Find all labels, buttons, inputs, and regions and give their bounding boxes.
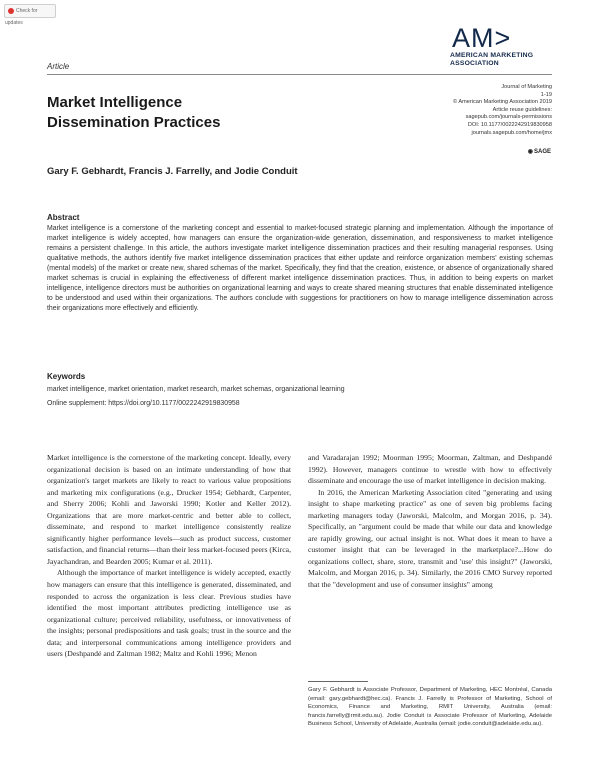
abstract-text: Market intelligence is a cornerstone of the marketing concept and essential to market-focused strategic planning and implementation. Although the importance of market intelligence is widely accepted, how managers can ensure the organization-wide generation, dissemination, and responsiveness to market intelligence remains a persistent challenge. In this article, the authors investigate market intelligence dissemination practices and their resulting managerial responses. Using qualitative methods, the authors identify five market intelligence dissemination practices that either update and reinforce organization members' existing schemas (mental models) of the market or create new, shared schemas of the market. Specifically, they find that the creation, existence, or absence of organizationally shared market schemas is crucial in explaining the effectiveness of different market intelligence dissemination practices. Thus, in addition to being experts on market intelligence, intelligence directors must be authorities on organizational learning and ways to create shared meaning structures that enable disseminated intelligence to be understood and used within their organizations. The authors conclude with suggestions for practitioners on how to manage intelligence dissemination across their organizations more effectively and efficiently. bbox=[47, 225, 553, 312]
article-type-label: Article bbox=[47, 62, 70, 71]
body-paragraph: Although the importance of market intelligence is widely accepted, exactly how managers can ensure that this intelligence is generated, disseminated, and responded to across the organization is less clear. Previous studies have identified the most important attributes predicting intelligence use as organizational culture; perceived reliability, usefulness, or innovativeness of the insights; personal predispositions and task goals; trust in the source and the data; and interpersonal communications among intelligence providers and users (Deshpandé and Zaltman 1982; Maltz and Kohli 1996; Menon bbox=[47, 568, 291, 659]
ama-logo bbox=[450, 23, 540, 51]
keywords-heading: Keywords bbox=[47, 372, 86, 381]
author-list: Gary F. Gebhardt, Francis J. Farrelly, and Jodie Conduit bbox=[47, 166, 298, 177]
check-for-updates-badge[interactable] bbox=[4, 4, 56, 26]
author-affiliation-footnote: Gary F. Gebhardt is Associate Professor, Department of Marketing, HEC Montréal, Canada (email: gary.gebhardt@hec.ca). Francis J. Farrelly is Professor of Marketing, School of Economics, Finance and Marketing, RMIT University, Australia (email: francis.farrelly@rmit.edu.au). Jodie Conduit is Associate Professor of Marketing, Adelaide Business School, University of Adelaide, Australia (email: jodie.conduit@adelaide.edu.au). bbox=[308, 687, 552, 728]
sage-logo bbox=[528, 146, 552, 156]
article-title-line1: Market Intelligence bbox=[47, 94, 183, 111]
check-badge-label: Check for updates bbox=[5, 8, 38, 26]
journal-name: Journal of Marketing bbox=[501, 84, 552, 90]
publisher-name-line1: AMERICAN MARKETING bbox=[450, 52, 534, 59]
body-paragraph: and Varadarajan 1992; Moorman 1995; Moorman, Zaltman, and Deshpandé 1992). However, managers continue to wrestle with how to effectively disseminate and encourage the use of market intelligence in decision making. bbox=[308, 453, 552, 486]
abstract-heading: Abstract bbox=[47, 213, 80, 222]
publisher-name-line2: ASSOCIATION bbox=[450, 60, 499, 67]
footnote-rule bbox=[308, 681, 368, 682]
sage-logo-text: SAGE bbox=[533, 148, 551, 155]
ama-logo-text: AM> bbox=[452, 23, 512, 51]
body-paragraph: Market intelligence is the cornerstone of the marketing concept. Ideally, every organizational decision is based on an intimate understanding of how that organization's target markets are likely to react to various value propositions and marketing mix configurations (e.g., Drucker 1954; Gebhardt, Carpenter, and Sherry 2006; Kohli and Jaworski 1990; Kotler and Keller 2012). Organizations that are more market-centric and better able to collect, disseminate, and respond to market intelligence consistently realize significantly higher performance levels—such as product success, customer satisfaction, and financial returns—than their less market-focused peers (Kirca, Jayachandran, and Bearden 2005; Kumar et al. 2011). bbox=[47, 453, 291, 566]
page-range: 1-19 bbox=[540, 91, 552, 98]
sage-icon: ◉ bbox=[527, 149, 533, 156]
body-column-right bbox=[308, 452, 552, 591]
body-paragraph: In 2016, the American Marketing Association cited "generating and using insight to shape marketing practice" as one of seven big problems facing marketing managers today (Jaworski, Malcolm, and Morgan 2016, p. 34). Specifically, an "argument could be made that while our data and knowledge are rapidly growing, our actual insight is not. What does it mean to have a customer insight that can be leveraged in the marketplace?...How do organizations collect, share, store, transmit and 'use' this insight?" (Jaworski, Malcolm, and Morgan 2016, p. 34). Similarly, the 2016 CMO Survey reported that the "development and use of consumer insights" among bbox=[308, 487, 552, 590]
copyright: © American Marketing Association 2019 bbox=[453, 99, 552, 106]
journal-site-link[interactable]: journals.sagepub.com/home/jmx bbox=[471, 129, 552, 136]
journal-meta bbox=[402, 84, 552, 137]
online-supplement-link[interactable]: Online supplement: https://doi.org/10.1177/0022242919830958 bbox=[47, 400, 240, 407]
doi[interactable]: DOI: 10.1177/0022242919830958 bbox=[467, 121, 552, 128]
reuse-link[interactable]: sagepub.com/journals-permissions bbox=[465, 114, 552, 121]
article-title bbox=[47, 93, 327, 133]
body-column-left bbox=[47, 452, 291, 660]
check-icon bbox=[8, 8, 14, 14]
reuse-label: Article reuse guidelines: bbox=[492, 106, 552, 113]
keywords-list: market intelligence, market orientation, market research, market schemas, organizational learning bbox=[47, 386, 345, 393]
publisher-name bbox=[450, 52, 560, 68]
header-rule bbox=[47, 74, 552, 75]
article-title-line2: Dissemination Practices bbox=[47, 114, 221, 131]
